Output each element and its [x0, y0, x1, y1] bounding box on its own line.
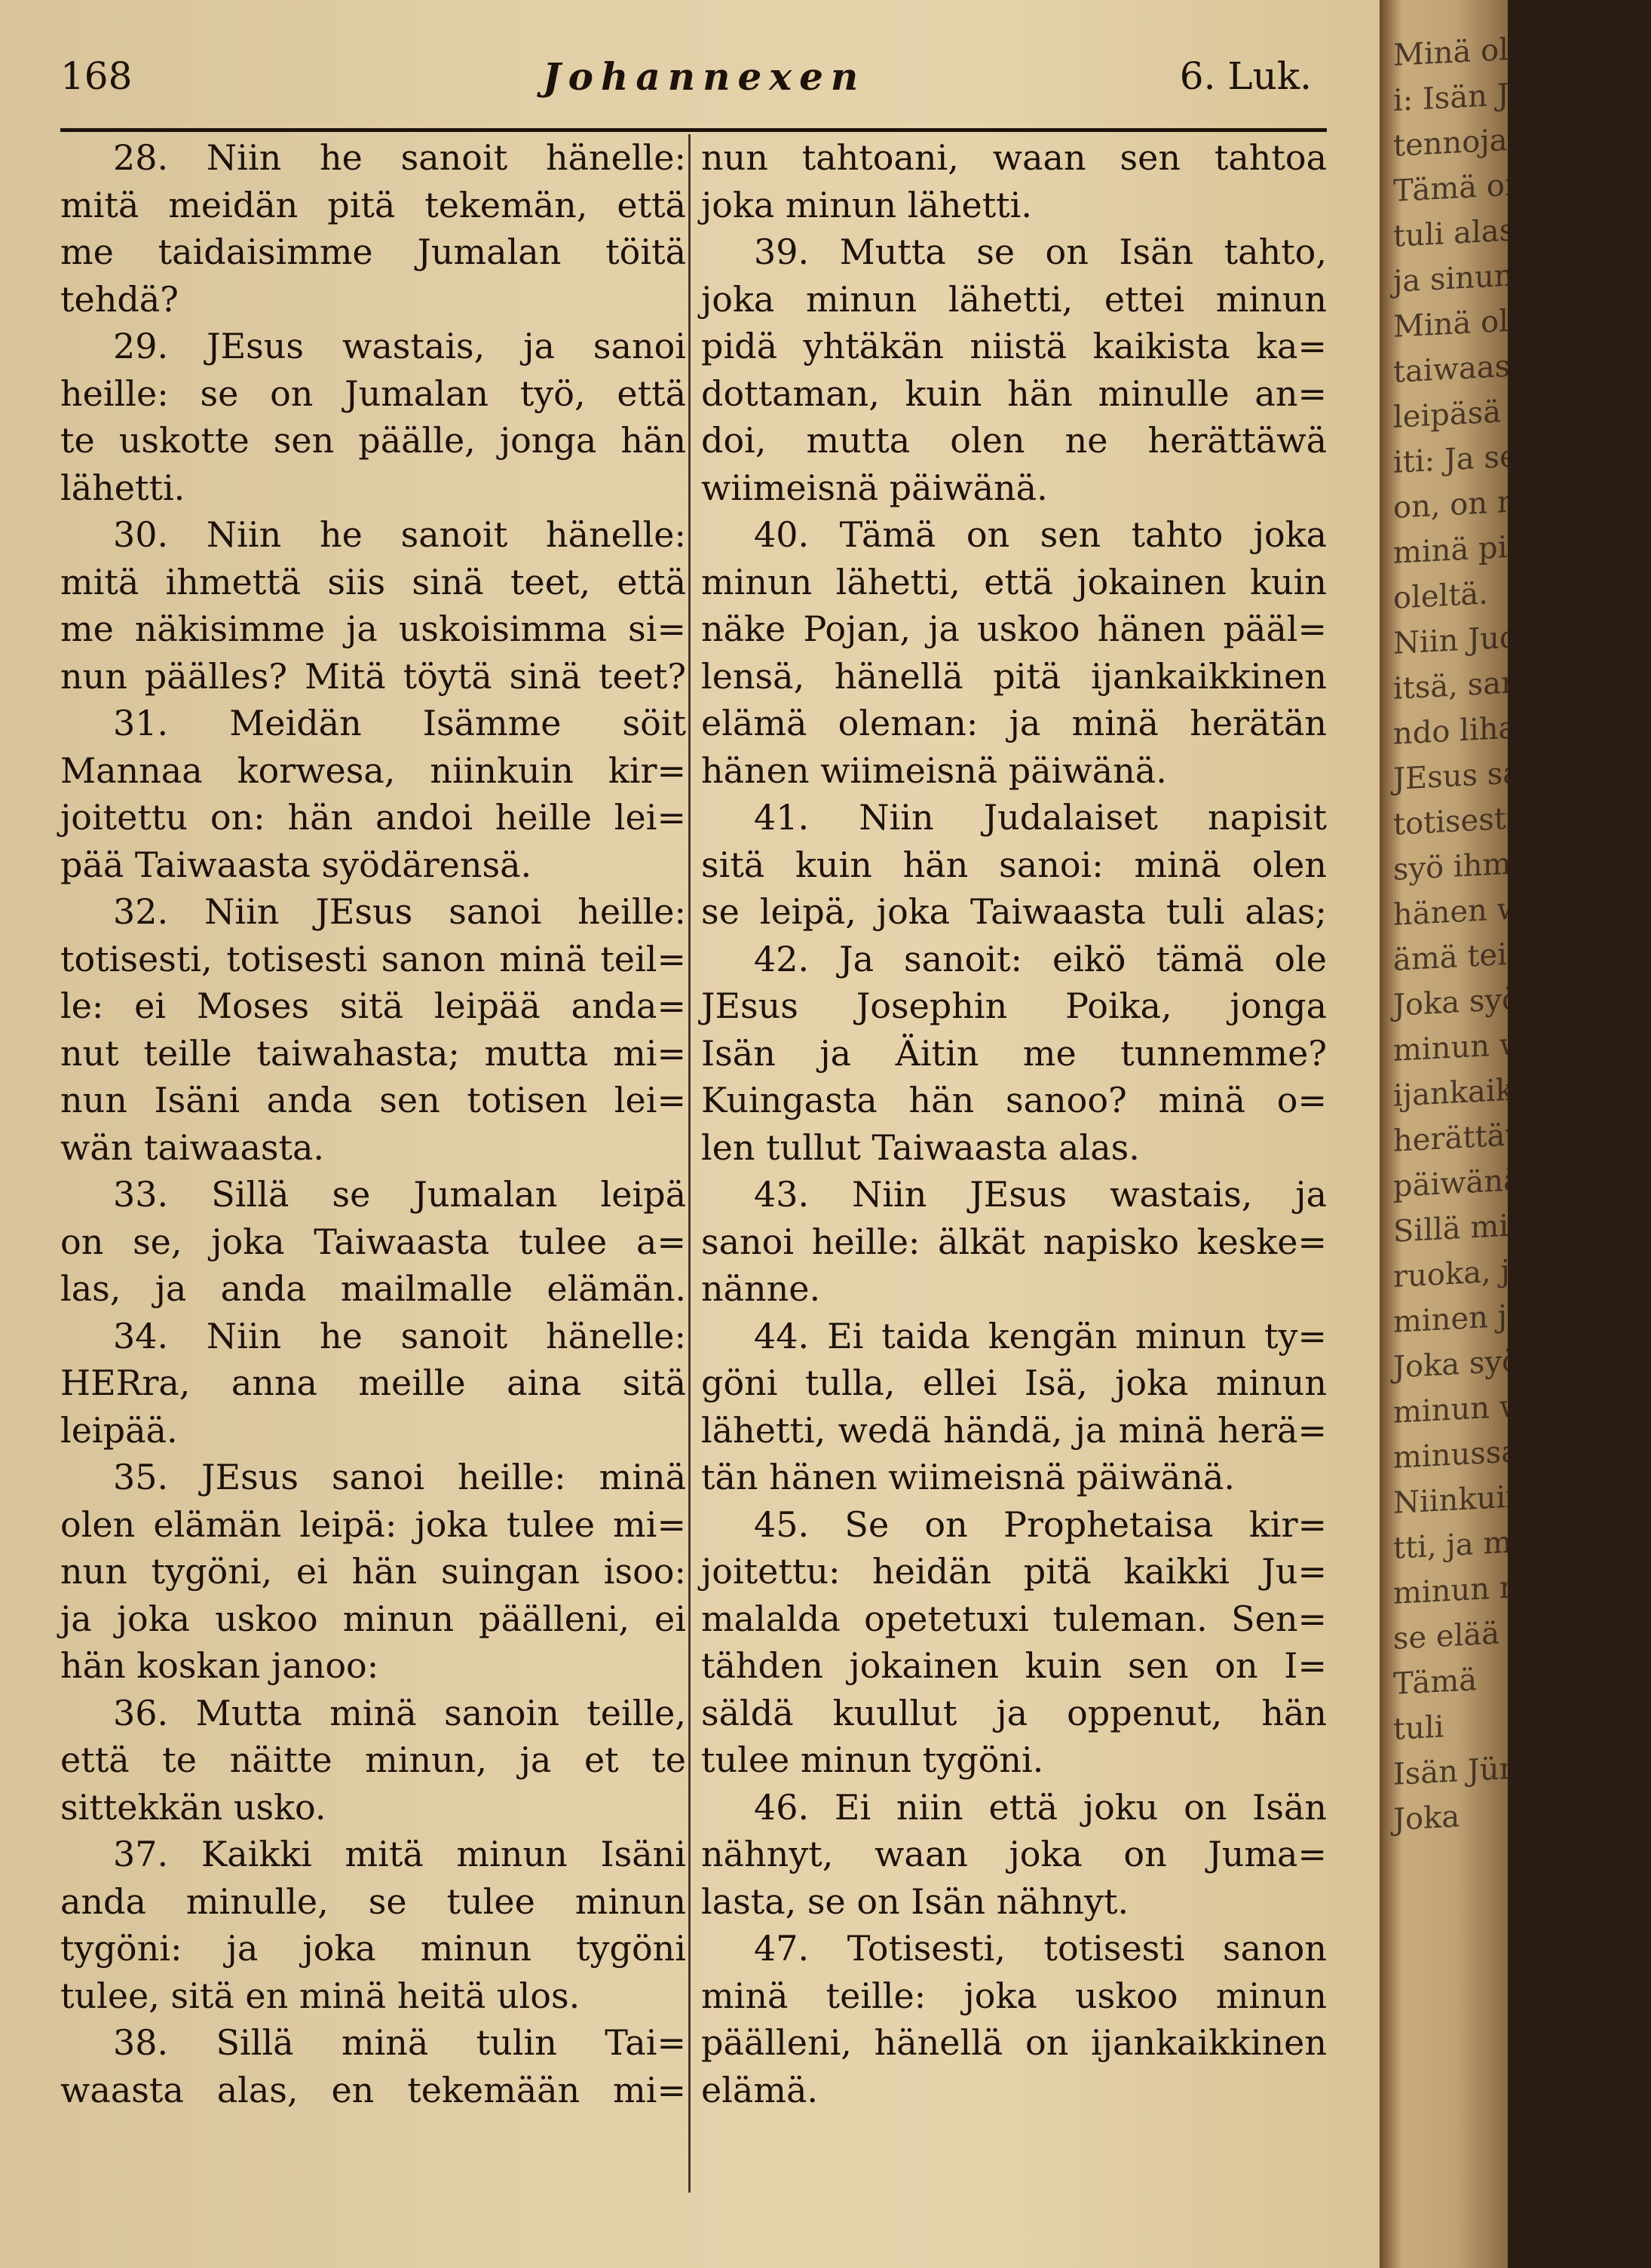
facing-page-fragment: Niinkuin	[1393, 1479, 1525, 1521]
facing-page-fragment: oleltä.	[1393, 576, 1488, 616]
text-line: joitettu: heidän pitä kaikki Ju=	[701, 1551, 1327, 1592]
facing-page-fragment: minen juoma.	[1393, 1294, 1601, 1340]
text-line: totisesti, totisesti sanon minä teil=	[60, 938, 686, 979]
text-line: 40. Tämä on sen tahto joka	[754, 514, 1327, 555]
facing-page-fragment: JEsus sano	[1393, 753, 1558, 797]
facing-page-fragment: minä pitä andam	[1393, 523, 1651, 571]
facing-page-fragment: ijankaikkinen	[1393, 1068, 1599, 1114]
text-line: joka minun lähetti, ettei minun	[701, 278, 1327, 320]
text-line: nun tahtoani, waan sen tahtoa	[701, 137, 1327, 178]
facing-page-fragment: leipäsä syö,	[1393, 391, 1571, 435]
text-line: se leipä, joka Taiwaasta tuli alas;	[701, 891, 1327, 932]
text-line: JEsus Josephin Poika, jonga	[701, 985, 1327, 1026]
text-line: tän hänen wiimeisnä päiwänä.	[701, 1457, 1235, 1497]
facing-page-fragment: Isän Jümm	[1393, 1749, 1557, 1792]
text-line: on se, joka Taiwaasta tulee a=	[60, 1221, 686, 1262]
facing-page-edge	[1380, 0, 1651, 2268]
text-line: tygöni: ja joka minun tygöni	[60, 1928, 686, 1969]
text-line: len tullut Taiwaasta alas.	[701, 1126, 1140, 1168]
text-line: sitä kuin hän sanoi: minä olen	[701, 844, 1327, 885]
facing-page-fragment: tti, ja mi	[1393, 1525, 1522, 1566]
text-line: lasta, se on Isän nähnyt.	[701, 1880, 1129, 1922]
text-line: elämä oleman: ja minä herätän	[701, 703, 1327, 743]
text-line: wiimeisnä päiwänä.	[701, 467, 1048, 508]
text-line: le: ei Moses sitä leipää anda=	[60, 985, 686, 1026]
text-line: elämä.	[701, 2069, 819, 2110]
text-line: lähetti, wedä händä, ja minä herä=	[701, 1409, 1327, 1451]
text-line: 41. Niin Judalaiset napisit	[754, 797, 1327, 838]
facing-page-fragment: taiwaasta tuli al	[1393, 342, 1638, 390]
facing-page-fragment: Minä olen	[1393, 30, 1546, 73]
text-line: olen elämän leipä: joka tulee mi=	[60, 1503, 686, 1545]
text-line: doi, mutta olen ne herättäwä	[701, 420, 1327, 461]
text-line: wän taiwaasta.	[60, 1126, 325, 1168]
text-line: ja joka uskoo minun päälleni, ei	[60, 1598, 686, 1639]
text-line: nun Isäni anda sen totisen lei=	[60, 1080, 686, 1120]
facing-page-fragment: Tämä	[1393, 1663, 1478, 1702]
facing-page-fragment: syö ihmisen	[1393, 843, 1574, 887]
text-line: nun tygöni, ei hän suingan isoo:	[60, 1551, 686, 1592]
facing-page-fragment: Minä olen se	[1393, 299, 1589, 345]
text-line: 35. JEsus sanoi heille: minä	[113, 1457, 686, 1497]
text-line: me taidaisimme Jumalan töitä	[60, 231, 686, 272]
page-header	[60, 54, 1312, 122]
text-line: nun päälles? Mitä töytä sinä teet?	[60, 655, 686, 697]
facing-page-fragment: tuli alas,	[1393, 212, 1524, 254]
text-line: 44. Ei taida kengän minun ty=	[754, 1315, 1327, 1356]
text-line: minun lähetti, että jokainen kuin	[701, 561, 1327, 602]
facing-page-fragment: Tämä on se	[1393, 164, 1567, 209]
text-line: sittekkän usko.	[60, 1786, 326, 1828]
text-line: Mannaa korwesa, niinkuin kir=	[60, 749, 686, 791]
facing-page-fragment: tuli	[1393, 1709, 1444, 1747]
facing-page-fragment: minussa, ja minä	[1393, 1427, 1651, 1476]
text-line: sanoi heille: älkät napisko keske=	[701, 1221, 1327, 1262]
text-line: nähnyt, waan joka on Juma=	[701, 1834, 1327, 1874]
text-line: Kuingasta hän sanoo? minä o=	[701, 1080, 1327, 1120]
facing-page-fragment: minun we	[1393, 1025, 1543, 1068]
text-line: 28. Niin he sanoit hänelle:	[113, 137, 686, 178]
text-line: leipää.	[60, 1409, 178, 1451]
text-line: minä teille: joka uskoo minun	[701, 1975, 1327, 2016]
facing-page-fragment: minun myös	[1393, 1567, 1579, 1611]
facing-page-fragment: Joka syö	[1393, 1344, 1521, 1385]
header-rule	[60, 128, 1327, 132]
text-line: tehdä?	[60, 278, 179, 320]
text-line: lähetti.	[60, 467, 185, 508]
text-line: 30. Niin he sanoit hänelle:	[113, 514, 686, 555]
text-line: tulee minun tygöni.	[701, 1739, 1044, 1780]
text-line: joitettu on: hän andoi heille lei=	[60, 797, 686, 838]
facing-page-fragment: iti: Ja se leipä	[1393, 434, 1602, 480]
facing-page-fragment: hänen wert	[1393, 888, 1567, 933]
text-line: tähden jokainen kuin sen on I=	[701, 1645, 1327, 1686]
facing-page-fragment: totisesti sanon	[1393, 795, 1616, 842]
facing-page-fragment: se elää m	[1393, 1614, 1538, 1657]
facing-page-fragment: ruoka, ja	[1393, 1252, 1528, 1295]
facing-page-fragment: Niin Juda	[1393, 618, 1537, 661]
text-line: 37. Kaikki mitä minun Isäni	[113, 1834, 686, 1874]
text-line: 38. Sillä minä tulin Tai=	[113, 2022, 686, 2063]
facing-page-fragment: päiwänä.	[1393, 1162, 1531, 1204]
text-line: 45. Se on Prophetaisa kir=	[754, 1503, 1327, 1545]
facing-page-fragment: itsä, sanoden:	[1393, 660, 1606, 706]
left-column	[60, 134, 686, 2113]
facing-page-fragment: Joka syö	[1393, 982, 1521, 1023]
facing-page-fragment: minun we	[1393, 1387, 1543, 1430]
text-line: näke Pojan, ja uskoo hänen pääl=	[701, 608, 1327, 649]
text-line: anda minulle, se tulee minun	[60, 1880, 686, 1922]
text-line: 36. Mutta minä sanoin teille,	[113, 1692, 686, 1733]
text-line: että te näitte minun, ja et te	[60, 1739, 686, 1780]
text-line: säldä kuullut ja oppenut, hän	[701, 1692, 1327, 1733]
text-line: tulee, sitä en minä heitä ulos.	[60, 1975, 580, 2016]
text-line: waasta alas, en tekemään mi=	[60, 2069, 686, 2110]
text-line: lensä, hänellä pitä ijankaikkinen	[701, 655, 1327, 697]
text-line: 34. Niin he sanoit hänelle:	[113, 1315, 686, 1356]
right-column	[701, 134, 1327, 2113]
text-line: 46. Ei niin että joku on Isän	[754, 1786, 1327, 1828]
text-line: 33. Sillä se Jumalan leipä	[113, 1174, 686, 1215]
text-line: HERra, anna meille aina sitä	[60, 1362, 686, 1403]
text-line: 31. Meidän Isämme söit	[113, 703, 686, 743]
text-line: 47. Totisesti, totisesti sanon	[754, 1928, 1327, 1969]
facing-page-fragment: ämä teisä.	[1393, 935, 1550, 978]
facing-page-text	[1393, 27, 1651, 1843]
text-line: 32. Niin JEsus sanoi heille:	[113, 891, 686, 932]
text-line: göni tulla, ellei Isä, joka minun	[701, 1362, 1327, 1403]
text-line: 39. Mutta se on Isän tahto,	[754, 231, 1327, 272]
text-line: hän koskan janoo:	[60, 1645, 379, 1686]
text-line: 43. Niin JEsus wastais, ja	[754, 1174, 1327, 1215]
text-line: heille: se on Jumalan työ, että	[60, 372, 686, 414]
text-line: pää Taiwaasta syödärensä.	[60, 844, 532, 885]
text-line: 29. JEsus wastais, ja sanoi	[113, 326, 686, 366]
facing-page-fragment: on, on minun	[1393, 480, 1594, 526]
column-divider	[688, 134, 691, 2193]
page-number: 168	[60, 54, 133, 98]
text-line: te uskotte sen päälle, jonga hän	[60, 420, 686, 461]
text-line: pidä yhtäkän niistä kaikista ka=	[701, 326, 1327, 366]
text-line: joka minun lähetti.	[701, 184, 1032, 225]
text-line: dottaman, kuin hän minulle an=	[701, 372, 1327, 414]
text-line: mitä ihmettä siis sinä teet, että	[60, 561, 686, 602]
text-line: malalda opetetuxi tuleman. Sen=	[701, 1598, 1327, 1639]
facing-page-fragment: ja sinun pitä sö	[1393, 252, 1625, 299]
chapter-label: 6. Luk.	[1179, 54, 1312, 98]
text-line: nänne.	[701, 1268, 821, 1309]
facing-page-fragment: i: Isän Jümm	[1393, 73, 1586, 118]
facing-page-fragment: Joka	[1393, 1799, 1460, 1837]
text-line: las, ja anda mailmalle elämän.	[60, 1268, 686, 1309]
text-line: hänen wiimeisnä päiwänä.	[701, 749, 1167, 791]
text-line: mitä meidän pitä tekemän, että	[60, 184, 686, 225]
text-line: nut teille taiwahasta; mutta mi=	[60, 1032, 686, 1074]
text-line: me näkisimme ja uskoisimma si=	[60, 608, 686, 649]
facing-page-fragment: herättäwä	[1393, 1116, 1549, 1159]
running-title: Johannexen	[543, 54, 866, 99]
text-line: päälleni, hänellä on ijankaikkinen	[701, 2022, 1327, 2063]
facing-page-fragment: ndo lihansa	[1393, 707, 1570, 752]
text-line: 42. Ja sanoit: eikö tämä ole	[754, 938, 1327, 979]
facing-page-fragment: Sillä min	[1393, 1207, 1528, 1249]
facing-page-fragment: tennoja, ja kuolit	[1393, 115, 1651, 164]
text-line: Isän ja Äitin me tunnemme?	[701, 1032, 1327, 1074]
